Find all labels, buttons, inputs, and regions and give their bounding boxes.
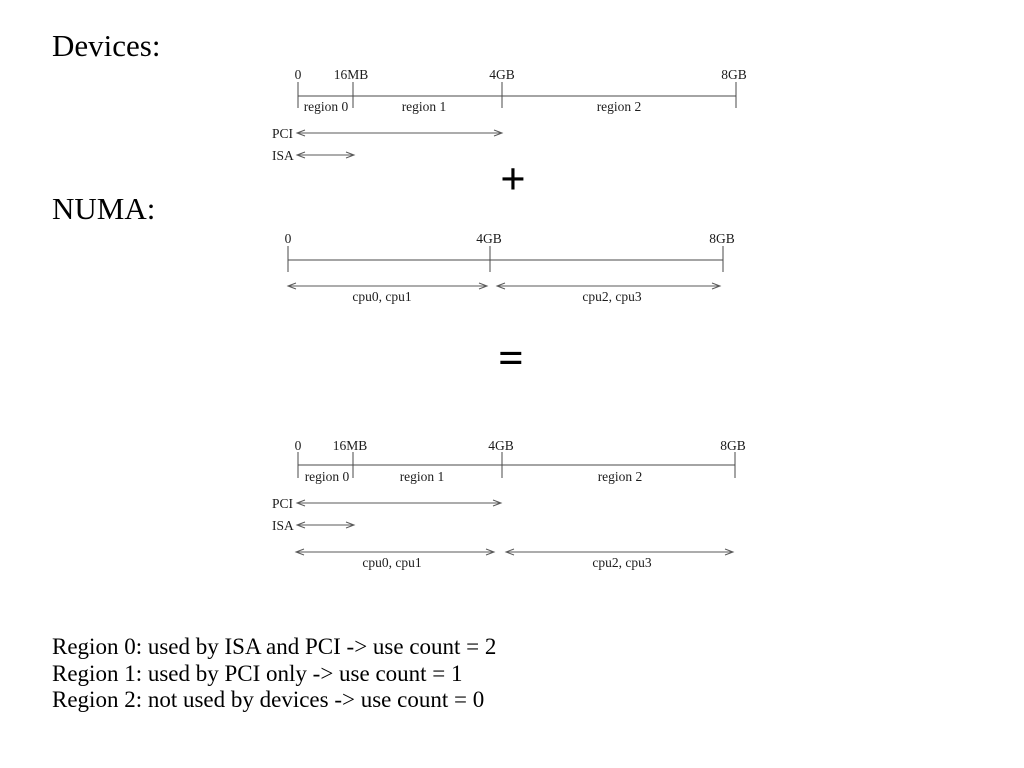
tick-label: 4GB — [489, 67, 515, 82]
tick-label: 0 — [284, 231, 292, 246]
pci-range-arrow — [297, 130, 502, 136]
tick-label: 4GB — [488, 438, 514, 453]
pci-range-arrow — [297, 500, 501, 506]
tick-label: 0 — [294, 67, 302, 82]
pci-bus-label: PCI — [272, 496, 294, 511]
combined-axis-line-and-ticks — [298, 452, 735, 478]
numa-section-title: NUMA: — [52, 191, 156, 226]
tick-label: 8GB — [721, 67, 747, 82]
tick-label: 16MB — [332, 438, 368, 453]
isa-range-arrow — [297, 522, 354, 528]
region-label: region 1 — [399, 469, 445, 484]
isa-bus-label: ISA — [272, 518, 294, 533]
numa-axis-line-and-ticks — [288, 246, 723, 272]
devices-axis-line-and-ticks — [298, 82, 736, 108]
tick-label: 16MB — [333, 67, 369, 82]
region-2-note: Region 2: not used by devices -> use count = 0 — [52, 687, 485, 712]
region-0-note: Region 0: used by ISA and PCI -> use count = 2 — [52, 634, 497, 659]
region-label: region 0 — [304, 469, 350, 484]
region-use-count-notes — [52, 634, 496, 714]
tick-label: 8GB — [720, 438, 746, 453]
equals-operator: = — [498, 333, 524, 383]
devices-section-title: Devices: — [52, 28, 161, 63]
devices-axis-diagram — [272, 67, 747, 163]
region-label: region 2 — [597, 469, 643, 484]
tick-label: 8GB — [709, 231, 735, 246]
plus-operator: + — [500, 154, 526, 204]
tick-label: 4GB — [476, 231, 502, 246]
tick-label: 0 — [294, 438, 302, 453]
region-label: region 1 — [401, 99, 447, 114]
region-1-note: Region 1: used by PCI only -> use count = 1 — [52, 660, 463, 686]
isa-bus-label: ISA — [272, 148, 294, 163]
cpu-group-label: cpu2, cpu3 — [582, 289, 642, 304]
combined-axis-diagram — [272, 438, 746, 570]
isa-range-arrow — [297, 152, 354, 158]
numa-axis-diagram — [285, 231, 735, 304]
cpu-group-label: cpu0, cpu1 — [362, 555, 422, 570]
pci-bus-label: PCI — [272, 126, 294, 141]
cpu-group-label: cpu0, cpu1 — [352, 289, 412, 304]
cpu-group-label: cpu2, cpu3 — [592, 555, 652, 570]
region-label: region 2 — [596, 99, 642, 114]
region-label: region 0 — [303, 99, 349, 114]
